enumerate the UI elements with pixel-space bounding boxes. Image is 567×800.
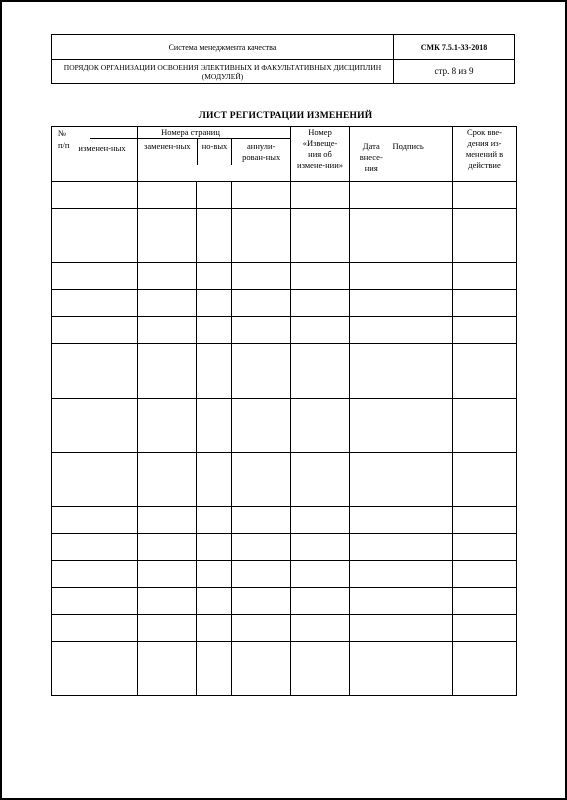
table-cell xyxy=(197,344,232,398)
table-cell xyxy=(232,344,291,398)
table-row xyxy=(52,182,517,209)
table-cell xyxy=(197,614,232,641)
table-row xyxy=(52,560,517,588)
table-cell xyxy=(52,560,138,588)
table-cell xyxy=(52,316,138,344)
table-cell xyxy=(52,398,138,452)
table-row xyxy=(52,507,517,534)
table-row xyxy=(52,452,517,506)
table-cell xyxy=(453,507,517,534)
table-cell xyxy=(197,452,232,506)
table-cell xyxy=(197,289,232,316)
table-cell xyxy=(350,263,453,290)
table-cell xyxy=(197,263,232,290)
table-cell xyxy=(138,507,197,534)
col-new: но-вых xyxy=(197,139,232,165)
table-cell xyxy=(232,209,291,263)
table-cell xyxy=(350,614,453,641)
table-cell xyxy=(138,560,197,588)
col-pages-group xyxy=(138,127,291,182)
table-row xyxy=(52,344,517,398)
col-effective: Срок вве-дения из-менений в действие xyxy=(453,127,517,182)
table-cell xyxy=(197,316,232,344)
table-cell xyxy=(291,452,350,506)
table-cell xyxy=(52,289,138,316)
table-cell xyxy=(52,588,138,615)
table-cell xyxy=(291,560,350,588)
table-cell xyxy=(291,316,350,344)
table-cell xyxy=(453,289,517,316)
document-code: СМК 7.5.1-33-2018 xyxy=(394,35,515,60)
table-cell xyxy=(197,560,232,588)
table-cell xyxy=(232,182,291,209)
table-row xyxy=(52,289,517,316)
table-row xyxy=(52,533,517,560)
table-cell xyxy=(232,263,291,290)
table-cell xyxy=(350,560,453,588)
table-cell xyxy=(52,507,138,534)
table-cell xyxy=(350,641,453,696)
table-cell xyxy=(291,588,350,615)
table-cell xyxy=(197,507,232,534)
table-cell xyxy=(453,344,517,398)
table-cell xyxy=(453,209,517,263)
table-row xyxy=(52,209,517,263)
table-cell xyxy=(291,614,350,641)
table-cell xyxy=(52,344,138,398)
table-cell xyxy=(453,614,517,641)
table-cell xyxy=(52,641,138,696)
table-cell xyxy=(232,289,291,316)
table-cell xyxy=(52,209,138,263)
table-cell xyxy=(291,289,350,316)
table-cell xyxy=(291,209,350,263)
sheet-title: ЛИСТ РЕГИСТРАЦИИ ИЗМЕНЕНИЙ xyxy=(198,111,373,121)
table-cell xyxy=(453,560,517,588)
table-cell xyxy=(453,263,517,290)
table-cell xyxy=(138,398,197,452)
document-title: ПОРЯДОК ОРГАНИЗАЦИИ ОСВОЕНИЯ ЭЛЕКТИВНЫХ И ФАКУЛЬТАТИВНЫХ ДИСЦИПЛИН (МОДУЛЕЙ) xyxy=(52,60,394,84)
col-notice: Номер «Извеще-ния об измене-нии» xyxy=(291,127,350,182)
table-cell xyxy=(138,614,197,641)
table-cell xyxy=(52,533,138,560)
table-cell xyxy=(453,452,517,506)
change-registration-table xyxy=(51,126,517,696)
table-cell xyxy=(453,588,517,615)
table-row xyxy=(52,316,517,344)
table-cell xyxy=(453,182,517,209)
table-cell xyxy=(453,316,517,344)
table-cell xyxy=(138,263,197,290)
table-cell xyxy=(197,209,232,263)
table-cell xyxy=(453,398,517,452)
table-cell xyxy=(350,533,453,560)
table-cell xyxy=(232,452,291,506)
col-replaced: заменен-ных xyxy=(144,141,191,151)
table-cell xyxy=(291,641,350,696)
col-changed: изменен-ных xyxy=(78,143,126,153)
table-cell xyxy=(350,507,453,534)
table-row xyxy=(52,263,517,290)
table-cell xyxy=(453,641,517,696)
table-cell xyxy=(138,344,197,398)
table-cell xyxy=(138,182,197,209)
table-cell xyxy=(350,289,453,316)
table-cell xyxy=(138,316,197,344)
table-cell xyxy=(232,614,291,641)
table-cell xyxy=(52,182,138,209)
table-cell xyxy=(350,209,453,263)
table-cell xyxy=(291,344,350,398)
page-number: стр. 8 из 9 xyxy=(394,60,515,84)
table-cell xyxy=(197,588,232,615)
table-cell xyxy=(138,289,197,316)
table-cell xyxy=(291,507,350,534)
table-row xyxy=(52,588,517,615)
table-cell xyxy=(350,398,453,452)
table-cell xyxy=(138,588,197,615)
col-date: Дата внесе-ния xyxy=(350,127,393,182)
table-cell xyxy=(197,641,232,696)
table-cell xyxy=(138,533,197,560)
col-signature: Подпись xyxy=(393,127,453,182)
table-cell xyxy=(52,614,138,641)
document-header xyxy=(51,34,515,84)
table-cell xyxy=(350,588,453,615)
table-cell xyxy=(291,182,350,209)
table-cell xyxy=(350,182,453,209)
table-cell xyxy=(197,533,232,560)
table-cell xyxy=(232,560,291,588)
col-number-label: № п/п xyxy=(58,128,70,150)
table-cell xyxy=(197,398,232,452)
col-annulled: аннули-рован-ных xyxy=(231,139,290,165)
table-row xyxy=(52,398,517,452)
table-cell xyxy=(291,533,350,560)
table-cell xyxy=(350,344,453,398)
table-cell xyxy=(138,452,197,506)
table-cell xyxy=(197,182,232,209)
table-cell xyxy=(52,263,138,290)
table-row xyxy=(52,641,517,696)
table-cell xyxy=(350,452,453,506)
table-row xyxy=(52,614,517,641)
table-cell xyxy=(232,588,291,615)
table-cell xyxy=(138,209,197,263)
table-cell xyxy=(232,507,291,534)
table-cell xyxy=(291,398,350,452)
quality-system-label: Система менеджмента качества xyxy=(52,35,394,60)
pages-group-label: Номера страниц xyxy=(90,127,291,139)
table-cell xyxy=(138,641,197,696)
table-cell xyxy=(232,316,291,344)
table-body xyxy=(52,182,517,696)
table-cell xyxy=(291,263,350,290)
table-cell xyxy=(232,398,291,452)
table-cell xyxy=(232,533,291,560)
table-cell xyxy=(453,533,517,560)
table-cell xyxy=(232,641,291,696)
table-cell xyxy=(350,316,453,344)
table-cell xyxy=(52,452,138,506)
